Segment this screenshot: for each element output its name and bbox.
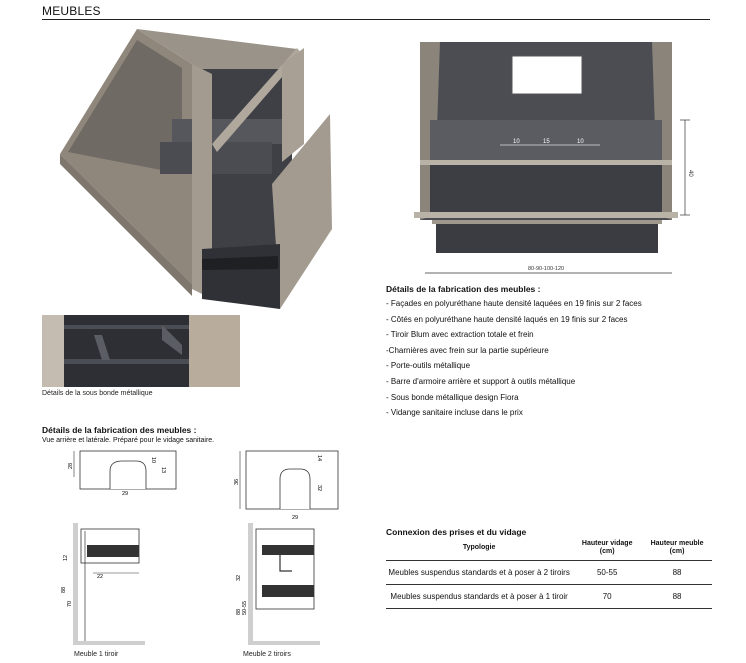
dim-29: 29 — [292, 515, 299, 521]
dim-10-b: 10 — [577, 139, 584, 145]
table-cell: 50-55 — [572, 561, 642, 585]
diagram-caption-2: Meuble 2 tiroirs — [243, 651, 291, 658]
front-view-diagram — [410, 40, 710, 280]
dim-28: 28 — [68, 462, 74, 469]
dim-70: 70 — [67, 600, 73, 607]
dim-32: 32 — [316, 485, 322, 492]
table-cell: Meubles suspendus standards et à poser à 1 tiroir — [386, 585, 572, 609]
dim-14: 14 — [316, 455, 322, 462]
connexion-title: Connexion des prises et du vidage — [386, 527, 527, 537]
header-divider — [42, 19, 710, 20]
dim-12: 12 — [63, 554, 69, 561]
dim-88: 88 — [61, 586, 67, 593]
table-cell: 88 — [642, 561, 712, 585]
list-item: -Charnières avec frein sur la partie supérieure — [386, 345, 549, 355]
dim-22: 22 — [97, 574, 104, 580]
dim-29: 29 — [122, 491, 129, 497]
right-details-title: Détails de la fabrication des meubles : — [386, 284, 541, 294]
side-view-diagram-1 — [55, 523, 165, 649]
left-details-title: Détails de la fabrication des meubles : — [42, 425, 197, 435]
col-header: Hauteur vidage (cm) — [581, 540, 633, 555]
photo-caption: Détails de la sous bonde métallique — [42, 390, 153, 397]
table-row — [386, 585, 712, 609]
dim-15: 15 — [543, 139, 550, 145]
list-item: - Sous bonde métallique design Fiora — [386, 392, 519, 402]
list-item: - Tiroir Blum avec extraction totale et frein — [386, 330, 534, 340]
side-view-diagram-2 — [230, 523, 340, 649]
table-cell: Meubles suspendus standards et à poser à 2 tiroirs — [386, 561, 572, 585]
list-item: - Barre d'armoire arrière et support à outils métallique — [386, 376, 576, 386]
feature-list — [386, 296, 726, 421]
dim-50-55: 50-55 — [242, 600, 248, 615]
left-details-subtitle: Vue arrière et latérale. Préparé pour le vidage sanitaire. — [42, 437, 215, 444]
table-cell: 88 — [642, 585, 712, 609]
cabinet-render-image — [42, 24, 342, 314]
connexion-table — [386, 540, 712, 609]
rear-view-diagram-2 — [232, 447, 342, 522]
dim-width: 80-90-100-120 — [528, 266, 565, 272]
list-item: - Vidange sanitaire incluse dans le prix — [386, 408, 523, 418]
list-item: - Côtés en polyuréthane haute densité laqués en 19 finis sur 2 faces — [386, 314, 628, 324]
drain-detail-photo — [42, 315, 240, 387]
dim-32: 32 — [236, 574, 242, 581]
table-row — [386, 561, 712, 585]
table-cell: 70 — [572, 585, 642, 609]
section-title: MEUBLES — [42, 4, 101, 18]
dim-height: 40 — [687, 170, 693, 177]
col-header: Hauteur meuble (cm) — [650, 540, 704, 555]
diagram-caption-1: Meuble 1 tiroir — [74, 651, 119, 658]
list-item: - Porte-outils métallique — [386, 361, 471, 371]
dim-10: 10 — [150, 457, 156, 464]
dim-10-a: 10 — [513, 139, 520, 145]
rear-view-diagram-1 — [62, 447, 182, 497]
col-header: Typologie — [462, 544, 496, 551]
dim-36: 36 — [234, 478, 240, 485]
dim-88: 88 — [236, 608, 242, 615]
dim-13: 13 — [160, 467, 166, 474]
list-item: - Façades en polyuréthane haute densité laquées en 19 finis sur 2 faces — [386, 299, 642, 308]
